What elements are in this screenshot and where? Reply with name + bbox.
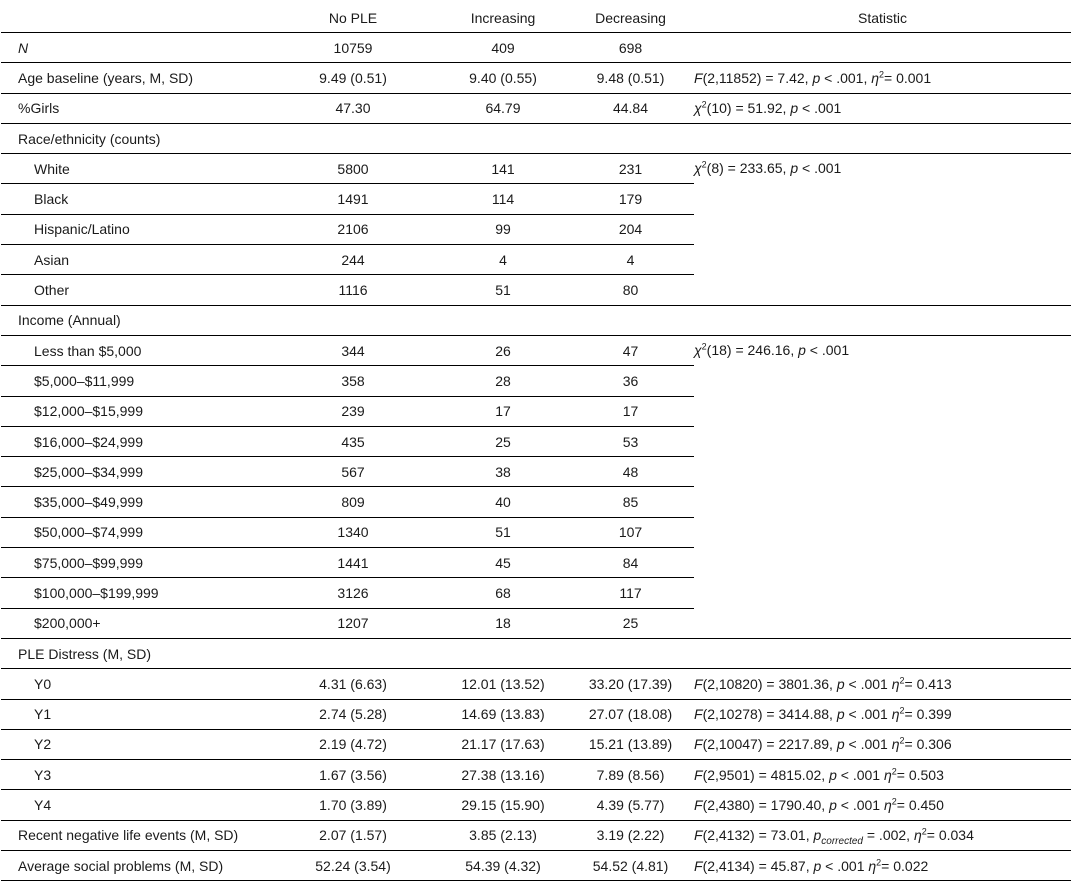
row-label: $16,000–$24,999 [1,426,267,456]
cell-statistic: F(2,10047) = 2217.89, p < .001 $\eta^2= 0.306$ [694,729,1071,759]
row-label: Y2 [1,729,267,759]
cell-statistic: F(2,10820) = 3801.36, p < .001 $\eta^2= 0.413$ [694,669,1071,699]
cell-decreasing: 204 [567,214,694,244]
row-label: Y0 [1,669,267,699]
cell-no-ple: 344 [267,335,439,365]
cell-no-ple: 1.67 (3.56) [267,760,439,790]
cell-no-ple: 2.19 (4.72) [267,729,439,759]
cell-statistic: F(2,10278) = 3414.88, p < .001 $\eta^2= 0.399$ [694,699,1071,729]
cell-increasing: 25 [439,426,567,456]
cell-statistic: $\chi^2(8) = 233.65$, p < .001 [694,159,842,177]
cell-decreasing: 54.52 (4.81) [567,851,694,881]
cell-no-ple: 10759 [267,33,439,63]
cell-no-ple: 435 [267,426,439,456]
cell-decreasing: 25 [567,608,694,638]
cell-decreasing: 36 [567,366,694,396]
section-header-row [1,638,1071,668]
cell-increasing: 21.17 (17.63) [439,729,567,759]
row-label: Average social problems (M, SD) [1,851,267,881]
cell-no-ple: 4.31 (6.63) [267,669,439,699]
header-no-ple: No PLE [267,3,439,33]
table-row [1,33,1071,63]
cell-decreasing: 27.07 (18.08) [567,699,694,729]
table-row [1,851,1071,881]
cell-no-ple: 1207 [267,608,439,638]
cell-decreasing: 17 [567,396,694,426]
cell-no-ple: 1441 [267,548,439,578]
row-label: $5,000–$11,999 [1,366,267,396]
cell-statistic: F(2,11852) = 7.42, p < .001, $\eta^2= 0.001$ [694,63,1071,93]
cell-decreasing: 15.21 (13.89) [567,729,694,759]
cell-no-ple: 52.24 (3.54) [267,851,439,881]
row-label: $12,000–$15,999 [1,396,267,426]
table-row [1,93,1071,123]
cell-no-ple: 809 [267,487,439,517]
cell-decreasing: 47 [567,335,694,365]
cell-statistic: F(2,4134) = 45.87, p < .001 $\eta^2= 0.022$ [694,851,1071,881]
row-label: %Girls [1,93,267,123]
section-label-ple: PLE Distress (M, SD) [1,638,1071,668]
section-label-race: Race/ethnicity (counts) [1,123,1071,153]
cell-statistic: $\chi^2(18) = 246.16$, p < .001 [694,341,850,358]
cell-increasing: 28 [439,366,567,396]
table-row [1,63,1071,93]
row-label: White [1,154,267,184]
row-label: N [1,33,267,63]
cell-decreasing: 4 [567,245,694,275]
row-label: Hispanic/Latino [1,214,267,244]
cell-increasing: 12.01 (13.52) [439,669,567,699]
table-row [1,608,1071,638]
data-table [1,3,1071,881]
cell-increasing: 68 [439,578,567,608]
row-label: Y3 [1,760,267,790]
cell-no-ple: 358 [267,366,439,396]
cell-increasing: 99 [439,214,567,244]
row-label: $25,000–$34,999 [1,457,267,487]
cell-statistic [694,275,1071,305]
cell-increasing: 51 [439,275,567,305]
row-label: Y4 [1,790,267,820]
cell-increasing: 38 [439,457,567,487]
cell-statistic [694,608,1071,638]
cell-no-ple: 5800 [267,154,439,184]
cell-statistic: F(2,4380) = 1790.40, p < .001 $\eta^2= 0.450$ [694,790,1071,820]
cell-increasing: 14.69 (13.83) [439,699,567,729]
row-label: Recent negative life events (M, SD) [1,820,267,850]
cell-decreasing: 698 [567,33,694,63]
cell-no-ple: 567 [267,457,439,487]
header-decreasing: Decreasing [567,3,694,33]
cell-decreasing: 4.39 (5.77) [567,790,694,820]
table-row [1,154,1071,184]
row-label: $50,000–$74,999 [1,517,267,547]
cell-no-ple: 2.74 (5.28) [267,699,439,729]
cell-statistic: F(2,9501) = 4815.02, p < .001 $\eta^2= 0.503$ [694,760,1071,790]
cell-decreasing: 117 [567,578,694,608]
cell-increasing: 64.79 [439,93,567,123]
row-label: Asian [1,245,267,275]
section-header-row [1,123,1071,153]
cell-decreasing: 84 [567,548,694,578]
table-row [1,790,1071,820]
cell-decreasing: 179 [567,184,694,214]
row-label: Y1 [1,699,267,729]
cell-no-ple: 9.49 (0.51) [267,63,439,93]
cell-increasing: 409 [439,33,567,63]
cell-no-ple: 1340 [267,517,439,547]
cell-no-ple: 47.30 [267,93,439,123]
cell-increasing: 9.40 (0.55) [439,63,567,93]
cell-no-ple: 2.07 (1.57) [267,820,439,850]
row-label: $100,000–$199,999 [1,578,267,608]
cell-increasing: 29.15 (15.90) [439,790,567,820]
cell-decreasing: 85 [567,487,694,517]
cell-no-ple: 244 [267,245,439,275]
cell-no-ple: 1.70 (3.89) [267,790,439,820]
cell-no-ple: 2106 [267,214,439,244]
row-label: Less than $5,000 [1,335,267,365]
cell-no-ple: 1116 [267,275,439,305]
cell-no-ple: 239 [267,396,439,426]
row-label: $35,000–$49,999 [1,487,267,517]
cell-decreasing: 9.48 (0.51) [567,63,694,93]
cell-decreasing: 44.84 [567,93,694,123]
cell-increasing: 40 [439,487,567,517]
cell-increasing: 4 [439,245,567,275]
cell-no-ple: 3126 [267,578,439,608]
cell-increasing: 114 [439,184,567,214]
cell-decreasing: 107 [567,517,694,547]
cell-increasing: 27.38 (13.16) [439,760,567,790]
section-header-row [1,305,1071,335]
header-row [1,3,1071,33]
table-row [1,820,1071,850]
table-row [1,335,1071,365]
cell-increasing: 17 [439,396,567,426]
cell-increasing: 51 [439,517,567,547]
row-label: $200,000+ [1,608,267,638]
cell-increasing: 141 [439,154,567,184]
row-label: Black [1,184,267,214]
cell-increasing: 54.39 (4.32) [439,851,567,881]
table-row [1,760,1071,790]
row-label: $75,000–$99,999 [1,548,267,578]
header-label [1,3,267,33]
cell-increasing: 26 [439,335,567,365]
cell-decreasing: 53 [567,426,694,456]
cell-increasing: 18 [439,608,567,638]
row-label: Other [1,275,267,305]
cell-statistic: F(2,4132) = 73.01, $p_{corrected} = .002$, $\eta^2= 0.034$ [694,820,1071,850]
cell-decreasing: 33.20 (17.39) [567,669,694,699]
table-row [1,275,1071,305]
cell-decreasing: 7.89 (8.56) [567,760,694,790]
header-increasing: Increasing [439,3,567,33]
table-row [1,669,1071,699]
table-row [1,729,1071,759]
header-statistic: Statistic [694,3,1071,33]
cell-increasing: 3.85 (2.13) [439,820,567,850]
cell-statistic [694,33,1071,63]
section-label-income: Income (Annual) [1,305,1071,335]
cell-decreasing: 48 [567,457,694,487]
row-label: Age baseline (years, M, SD) [1,63,267,93]
cell-decreasing: 80 [567,275,694,305]
cell-increasing: 45 [439,548,567,578]
cell-no-ple: 1491 [267,184,439,214]
cell-decreasing: 231 [567,154,694,184]
table-row [1,699,1071,729]
cell-statistic: $\chi^2(10) = 51.92$, p < .001 [694,93,1071,123]
cell-decreasing: 3.19 (2.22) [567,820,694,850]
